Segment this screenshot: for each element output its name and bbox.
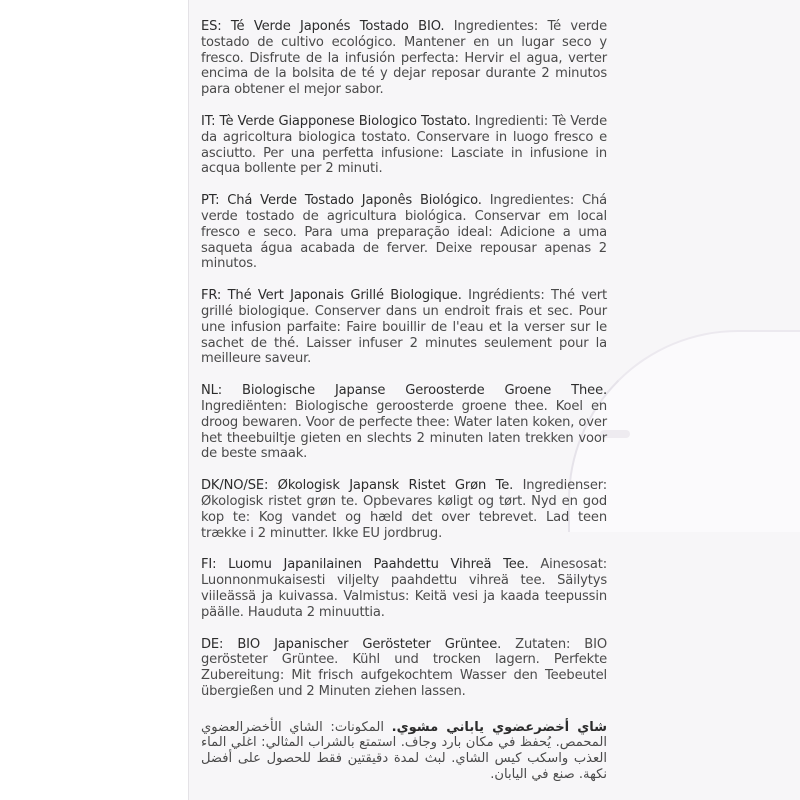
text-block-ar xyxy=(201,720,607,783)
block-body: Ainesosat: Luonnonmukaisesti viljelty paahdettu vihreä tee. Säilytys viileässä ja kuivassa. Valmistus: Keitä vesi ja kaada teepussin päälle. Hauduta 2 minuuttia. xyxy=(201,557,608,620)
ingredients-text xyxy=(201,19,607,799)
panel-edge xyxy=(188,0,189,800)
text-block-it xyxy=(201,114,607,177)
text-block-dk xyxy=(201,478,607,541)
block-title: شاي أخضرعضوي ياباني مشوي. xyxy=(391,719,607,735)
block-title: FI: Luomu Japanilainen Paahdettu Vihreä Tee. xyxy=(201,557,529,573)
block-title: FR: Thé Vert Japonais Grillé Biologique. xyxy=(201,288,462,304)
block-body: Ingrédients: Thé vert grillé biologique. Conserver dans un endroit frais et sec. Pour une infusion parfaite: Faire bouillir de l'eau et la verser sur le sachet de thé. Laisser infuser 2 minutes seulement pour la meilleure saveur. xyxy=(201,288,607,367)
text-block-fr xyxy=(201,288,607,367)
text-block-es xyxy=(201,19,607,98)
block-body: Zutaten: BIO gerösteter Grüntee. Kühl und trocken lagern. Perfekte Zubereitung: Mit frisch aufgekochtem Wasser den Teebeutel übergießen und 2 Minuten ziehen lassen. xyxy=(201,636,608,699)
block-body: Ingredienti: Tè Verde da agricoltura biologica tostato. Conservare in luogo fresco e asciutto. Per una perfetta infusione: Lasciate in infusione in acqua bollente per 2 minuti. xyxy=(201,113,608,177)
block-body: Ingredienser: Økologisk ristet grøn te. Opbevares køligt og tørt. Nyd en god kop te: Kog vandet og hæld det over tebrevet. Lad teen trække i 2 minutter. Ikke EU jordbrug. xyxy=(201,478,607,541)
block-title: PT: Chá Verde Tostado Japonês Biológico. xyxy=(201,193,482,209)
block-title: DK/NO/SE: Økologisk Japansk Ristet Grøn Te. xyxy=(201,478,514,494)
block-body: المكونات: الشاي الأخضرالعضوي المحمص. يُحفظ في مكان بارد وجاف. استمتع بالشراب المثالي: اغلي الماء العذب واسكب كيس الشاي. لبث لمدة دقيقتين فقط للحصول على أفضل نكهة. صنع في اليابان. xyxy=(201,719,607,783)
text-block-pt xyxy=(201,193,607,272)
block-title: NL: Biologische Japanse Geroosterde Groene Thee. xyxy=(201,383,607,399)
text-block-fi xyxy=(201,557,607,620)
text-block-de xyxy=(201,637,607,700)
text-block-nl xyxy=(201,383,607,462)
block-body: Ingredientes: Té verde tostado de cultivo ecológico. Mantener en un lugar seco y fresco. Disfrute de la infusión perfecta: Hervir el agua, verter encima de la bolsita de té y dejar reposar durante 2 minutos para obtener el mejor sabor. xyxy=(201,19,607,98)
block-body: Ingrediënten: Biologische geroosterde groene thee. Koel en droog bewaren. Voor de perfecte thee: Water laten koken, over het theebuiltje gieten en slechts 2 minuten laten trekken voor de beste smaak. xyxy=(201,398,607,462)
block-body: Ingredientes: Chá verde tostado de agricultura biológica. Conservar em local fresco e seco. Para uma preparação ideal: Adicione a uma saqueta água acabada de ferver. Deixe repousar apenas 2 minutos. xyxy=(201,193,607,272)
block-title: ES: Té Verde Japonés Tostado BIO. xyxy=(201,19,445,34)
block-title: IT: Tè Verde Giapponese Biologico Tostato. xyxy=(201,113,471,129)
block-title: DE: BIO Japanischer Gerösteter Grüntee. xyxy=(201,636,502,652)
